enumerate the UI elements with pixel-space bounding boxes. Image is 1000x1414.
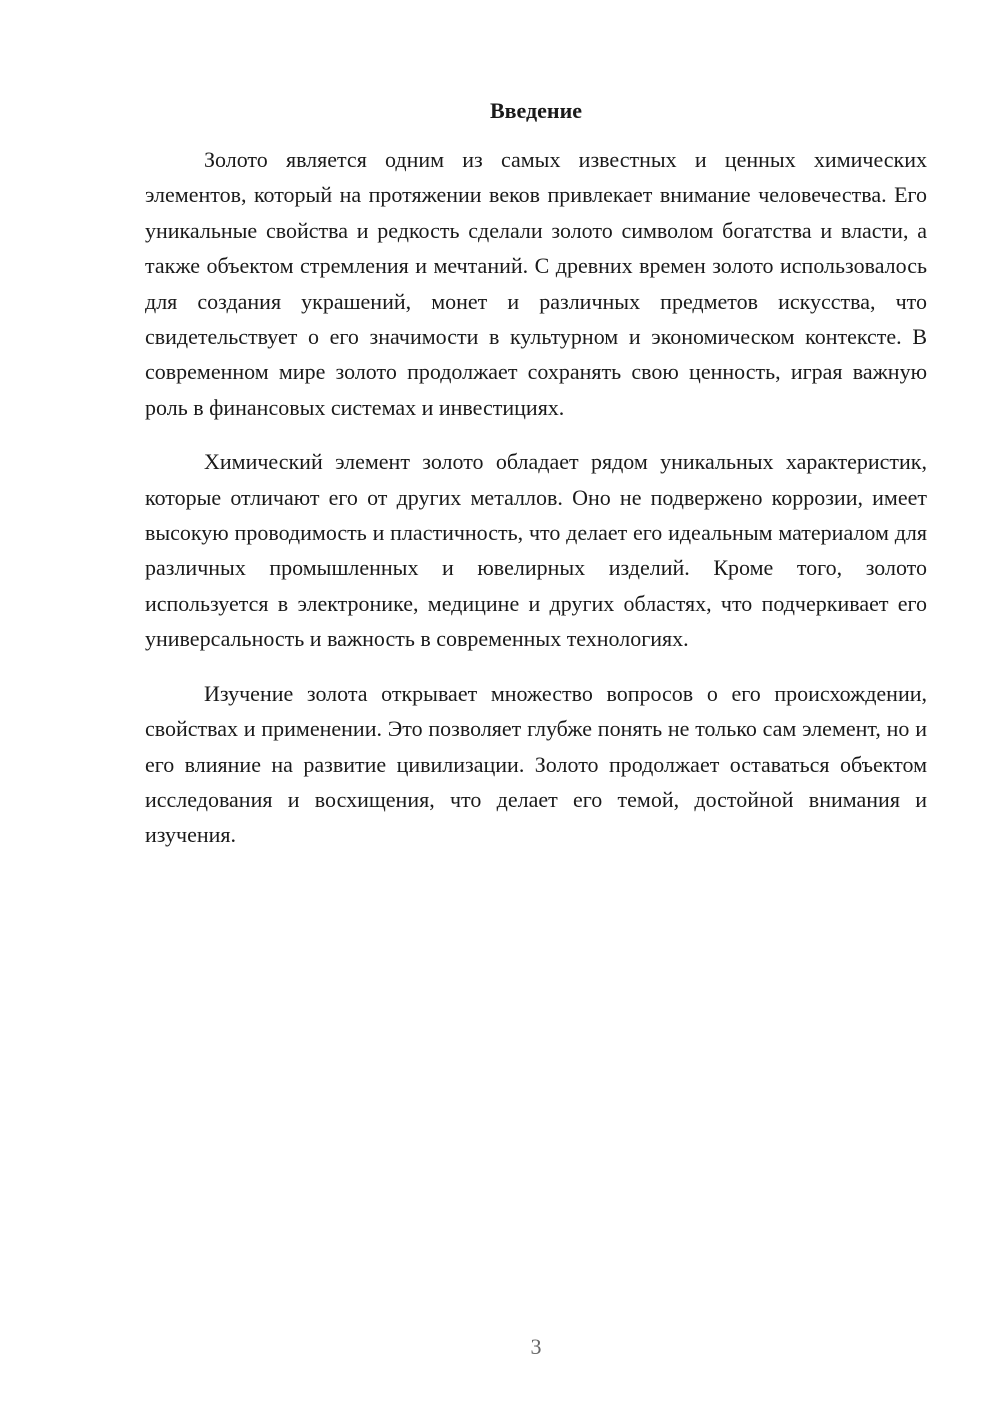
paragraph-3: Изучение золота открывает множество вопросов о его происхождении, свойствах и применении. Это позволяет глубже понять не только сам элемент, но и его влияние на развитие цивилизации. Золото продолжает оставаться объектом исследования и восхищения, что делает его темой, достойной внимания и изучения. [145,680,927,848]
body-text [145,142,927,853]
page-number: 3 [530,1334,542,1359]
paragraph-2: Химический элемент золото обладает рядом уникальных характеристик, которые отличают его от других металлов. Оно не подвержено коррозии, имеет высокую проводимость и пластичность, что делает его идеальным материалом для различных промышленных и ювелирных изделий. Кроме того, золото используется в электронике, медицине и других областях, что подчеркивает его универсальность и важность в современных технологиях. [145,449,927,652]
section-heading: Введение [489,98,583,123]
paragraph-1: Золото является одним из самых известных и ценных химических элементов, который на протяжении веков привлекает внимание человечества. Его уникальные свойства и редкость сделали золото символом богатства и власти, а также объектом стремления и мечтаний. С древних времен золото использовалось для создания украшений, монет и различных предметов искусства, что свидетельствует о его значимости в культурном и экономическом контексте. В современном мире золото продолжает сохранять свою ценность, играя важную роль в финансовых системах и инвестициях. [145,147,927,420]
